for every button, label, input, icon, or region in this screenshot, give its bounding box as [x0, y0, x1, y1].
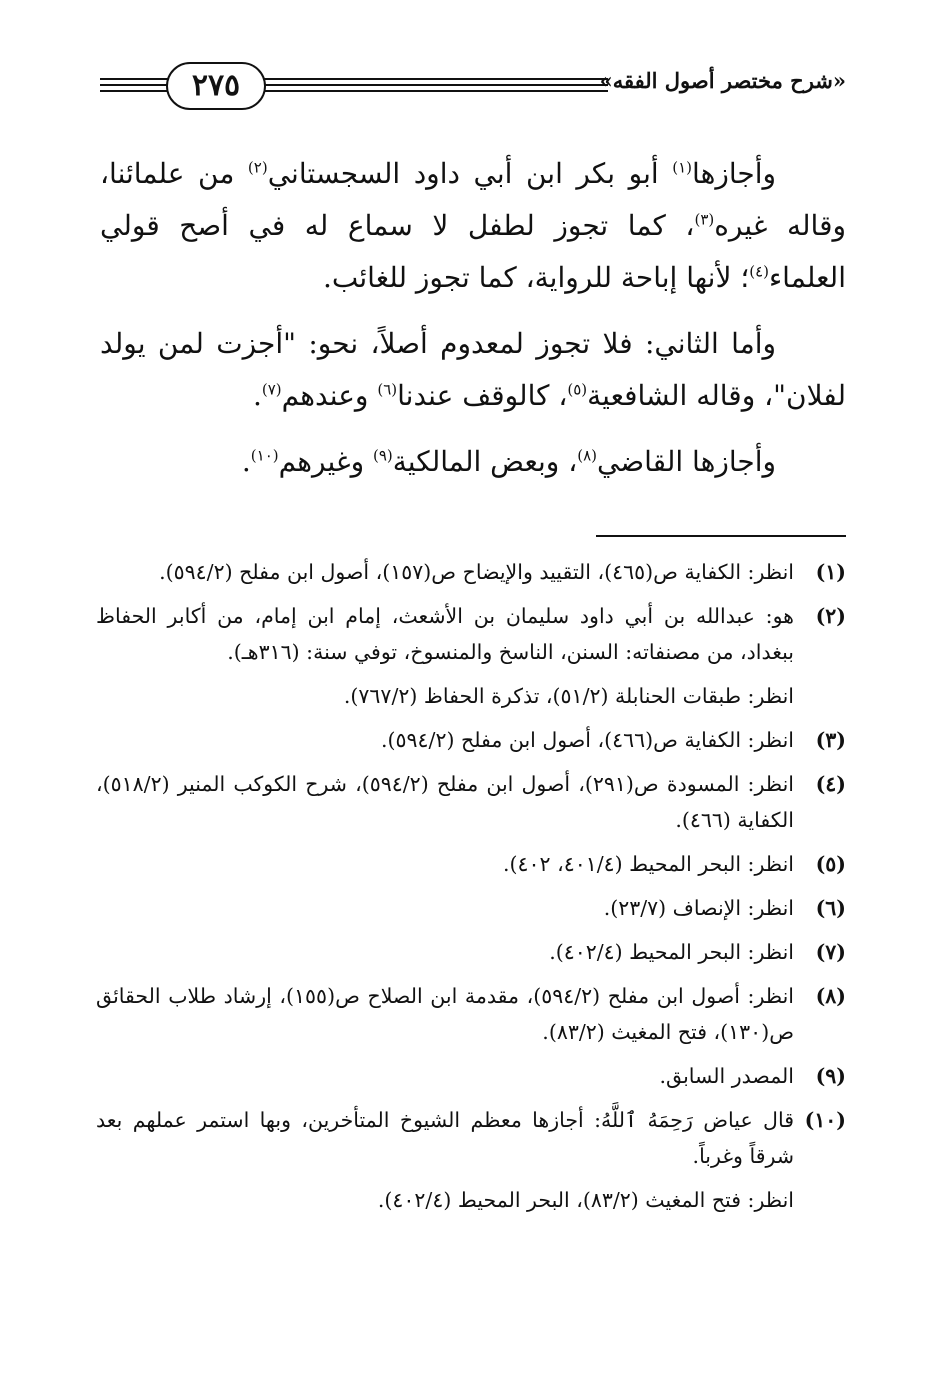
footnotes — [96, 554, 846, 1226]
footnote-ref: (١٠) — [250, 446, 279, 465]
footnote-number: (١) — [815, 560, 846, 584]
footnote-ref: (٨) — [577, 446, 598, 465]
footnote-divider — [596, 535, 846, 537]
footnote-2 — [96, 598, 846, 670]
header-rule — [100, 78, 170, 80]
footnote-number: (٣) — [815, 728, 846, 752]
paragraph-3 — [100, 436, 846, 488]
footnote-10 — [96, 1102, 846, 1174]
footnote-number: (٧) — [815, 940, 846, 964]
text-run: من علمائنا، وقاله غيره — [100, 157, 846, 242]
header-rule — [258, 78, 608, 80]
page-number: ٢٧٥ — [166, 62, 266, 110]
footnote-text: انظر: الإنصاف (٢٣/٧). — [603, 896, 794, 920]
footnote-ref: (٩) — [373, 446, 393, 465]
footnote-ref: (٢) — [247, 158, 268, 177]
footnote-text: انظر: الكفاية ص(٤٦٥)، التقييد والإيضاح ص(١٥٧)، أصول ابن مفلح (٥٩٤/٢). — [159, 560, 794, 584]
footnote-text: انظر: أصول ابن مفلح (٥٩٤/٢)، مقدمة ابن الصلاح ص(١٥٥)، إرشاد طلاب الحقائق ص(١٣٠)، فتح المغيث (٨٣/٢). — [96, 984, 794, 1044]
text-run: وأجازها القاضي — [597, 445, 776, 478]
text-run: ، كما تجوز لطفل لا سماع له في أصح قولي العلماء — [100, 209, 846, 294]
main-text — [100, 148, 846, 502]
footnote-text: هو: عبدالله بن أبي داود سليمان بن الأشعث، إمام ابن إمام، من أكابر الحفاظ ببغداد، من مصنفاته: السنن، الناسخ والمنسوخ، توفي سنة: (٣١٦هـ). — [96, 604, 794, 664]
footnote-ref: (١) — [672, 158, 693, 177]
footnote-text: انظر: المسودة ص(٢٩١)، أصول ابن مفلح (٥٩٤/٢)، شرح الكوكب المنير (٥١٨/٢)، الكفاية (٤٦٦). — [96, 772, 794, 832]
header-rule — [258, 90, 608, 92]
footnote-ref: (٦) — [377, 380, 398, 399]
footnote-10-source: انظر: فتح المغيث (٨٣/٢)، البحر المحيط (٤٠٢/٤). — [377, 1188, 794, 1212]
footnote-number: (٢) — [815, 604, 846, 628]
footnote-ref: (٥) — [567, 380, 588, 399]
header-rule — [100, 90, 170, 92]
text-run: وعندهم — [281, 379, 378, 412]
footnote-9 — [96, 1058, 846, 1094]
book-title: «شرح مختصر أصول الفقه» — [599, 68, 846, 93]
footnote-text: انظر: الكفاية ص(٤٦٦)، أصول ابن مفلح (٥٩٤/٢). — [381, 728, 794, 752]
footnote-6 — [96, 890, 846, 926]
header-rule — [100, 84, 170, 86]
footnote-text: المصدر السابق. — [659, 1064, 794, 1088]
footnote-text: انظر: البحر المحيط (٤٠١/٤، ٤٠٢). — [503, 852, 794, 876]
footnote-1 — [96, 554, 846, 590]
text-run: وأجازها — [692, 157, 776, 190]
footnote-8 — [96, 978, 846, 1050]
footnote-ref: (٧) — [261, 380, 282, 399]
footnote-7 — [96, 934, 846, 970]
footnote-ref: (٣) — [694, 210, 715, 229]
text-run: ، كالوقف عندنا — [397, 379, 568, 412]
footnote-number: (١٠) — [804, 1108, 846, 1132]
text-run: وأما الثاني: فلا تجوز لمعدوم أصلاً، نحو: "أجزت لمن يولد لفلان"، وقاله الشافعية — [100, 327, 846, 412]
footnote-5 — [96, 846, 846, 882]
footnote-ref: (٤) — [749, 262, 770, 281]
footnote-number: (٨) — [815, 984, 846, 1008]
text-run: ؛ لأنها إباحة للرواية، كما تجوز للغائب. — [322, 261, 750, 294]
footnote-number: (٥) — [815, 852, 846, 876]
text-run: . — [241, 445, 251, 478]
footnote-2-source: انظر: طبقات الحنابلة (٥١/٢)، تذكرة الحفاظ (٧٦٧/٢). — [343, 684, 794, 708]
text-run: . — [252, 379, 262, 412]
footnote-text: انظر: البحر المحيط (٤٠٢/٤). — [549, 940, 794, 964]
footnote-text: قال عياض رَحِمَهُ ٱللَّهُ: أجازها معظم الشيوخ المتأخرين، وبها استمر عملهم بعد شرقاً وغرباً. — [96, 1108, 794, 1168]
footnote-4 — [96, 766, 846, 838]
text-run: ، وبعض المالكية — [392, 445, 578, 478]
page-header — [100, 54, 846, 124]
text-run: وغيرهم — [278, 445, 373, 478]
footnote-3 — [96, 722, 846, 758]
paragraph-1 — [100, 148, 846, 304]
footnote-number: (٤) — [815, 772, 846, 796]
header-rule — [258, 84, 608, 86]
paragraph-2 — [100, 318, 846, 422]
text-run: أبو بكر ابن أبي داود السجستاني — [267, 157, 673, 190]
footnote-number: (٦) — [815, 896, 846, 920]
footnote-number: (٩) — [815, 1064, 846, 1088]
